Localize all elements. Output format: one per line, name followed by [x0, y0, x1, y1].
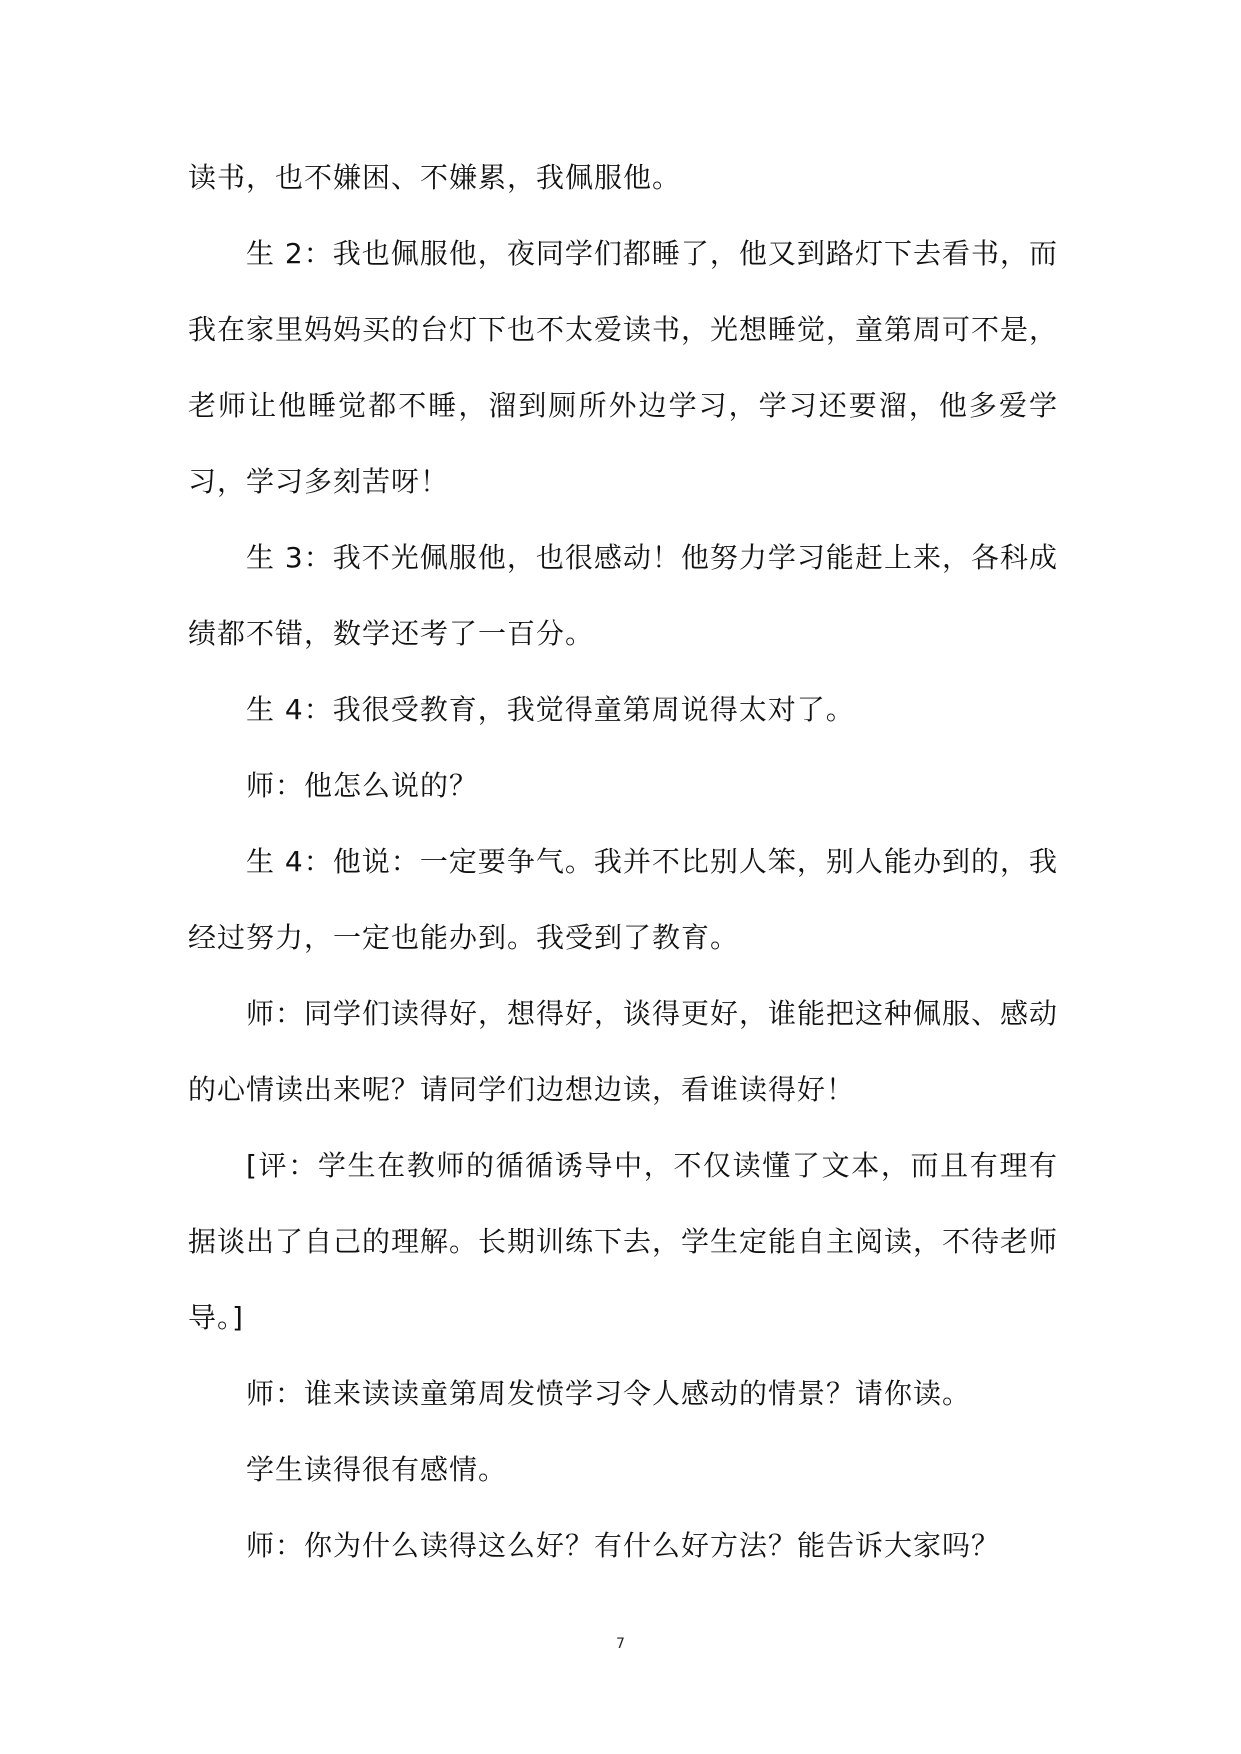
paragraph: 学生读得很有感情。 — [246, 1453, 508, 1486]
commentary-paragraph: [评：学生在教师的循循诱导中，不仅读懂了文本，而且有理有据谈出了自己的理解。长期训练下去，学生定能自主阅读，不待老师导。] — [188, 1149, 1059, 1334]
document-body — [188, 140, 1058, 1584]
paragraph: 师：你为什么读得这么好？有什么好方法？能告诉大家吗？ — [246, 1529, 1001, 1562]
paragraph: 师：他怎么说的？ — [246, 769, 479, 802]
page-number: 7 — [616, 1636, 625, 1652]
paragraph: 生 3：我不光佩服他，也很感动！他努力学习能赶上来，各科成绩都不错，数学还考了一百分。 — [188, 541, 1058, 650]
paragraph: 师：同学们读得好，想得好，谈得更好，谁能把这种佩服、感动的心情读出来呢？请同学们边想边读，看谁读得好！ — [188, 997, 1059, 1106]
paragraph: 生 2：我也佩服他，夜同学们都睡了，他又到路灯下去看书，而我在家里妈妈买的台灯下也不太爱读书，光想睡觉，童第周可不是，老师让他睡觉都不睡，溜到厕所外边学习，学习还要溜，他多爱学习，学习多刻苦呀！ — [188, 237, 1059, 498]
paragraph: 读书，也不嫌困、不嫌累，我佩服他。 — [188, 161, 682, 194]
paragraph: 生 4：我很受教育，我觉得童第周说得太对了。 — [246, 693, 855, 726]
paragraph: 师：谁来读读童第周发愤学习令人感动的情景？请你读。 — [246, 1377, 972, 1410]
paragraph: 生 4：他说：一定要争气。我并不比别人笨，别人能办到的，我经过努力，一定也能办到。我受到了教育。 — [188, 845, 1058, 954]
